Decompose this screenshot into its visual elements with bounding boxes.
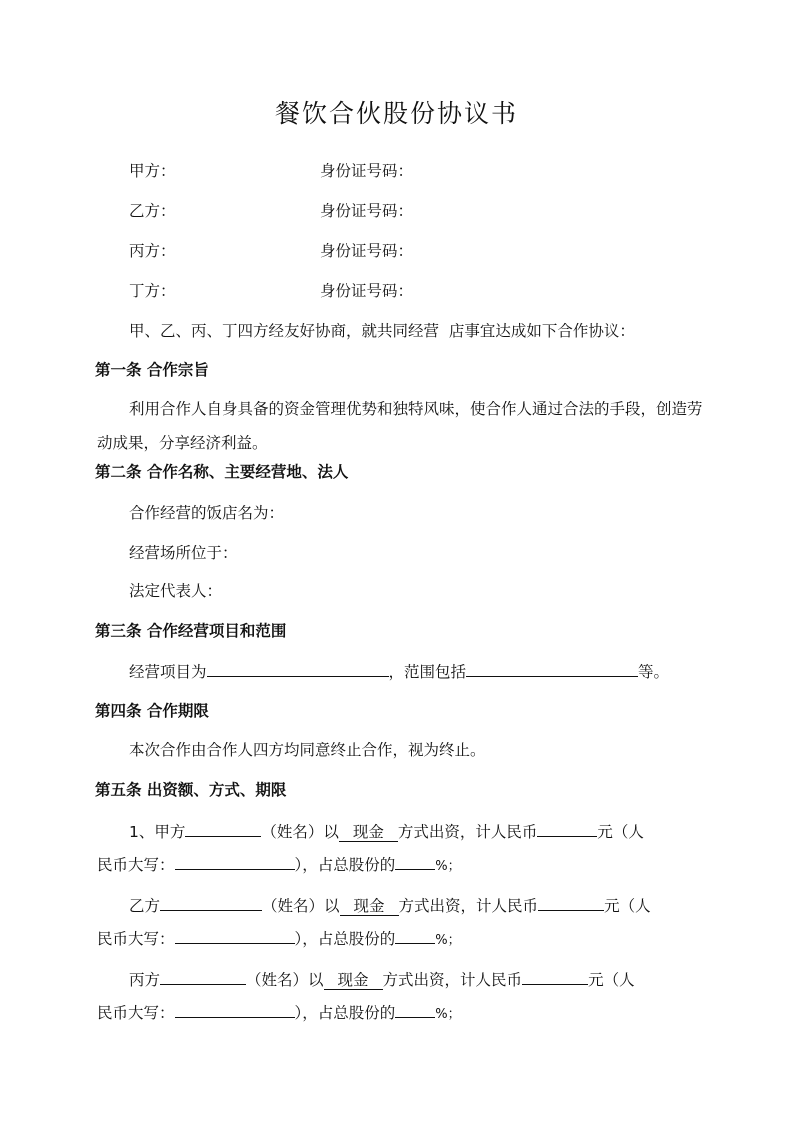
scope-label: ，范围包括: [388, 663, 467, 681]
contribution-c-capital-blank[interactable]: [175, 1001, 295, 1018]
legal-rep-line: 法定代表人：: [129, 582, 223, 600]
party-c-id-label: 身份证号码：: [320, 242, 414, 260]
article-1-body: 利用合作人自身具备的资金管理优势和独特风味，使合作人通过合法的手段，创造劳动成果，分享经济利益。: [97, 400, 703, 452]
contribution-a-pct-blank[interactable]: [395, 853, 435, 870]
contribution-a-name-blank[interactable]: [185, 820, 261, 837]
contribution-c-capital-label: 民币大写：: [97, 1004, 175, 1022]
contribution-c-share-label: ），占总股份的: [294, 1004, 396, 1022]
shop-name-line: 合作经营的饭店名为：: [129, 504, 285, 522]
contribution-c-line2: [97, 1001, 461, 1023]
contribution-b-line2: [97, 927, 461, 949]
contribution-c-pct-blank[interactable]: [395, 1001, 435, 1018]
contribution-b-pct: %；: [435, 933, 461, 948]
contribution-a-amount-blank[interactable]: [537, 820, 597, 837]
contribution-c-amount-blank[interactable]: [522, 968, 588, 985]
contribution-a-text: 方式出资，计人民币: [397, 823, 538, 841]
contribution-a-capital-label: 民币大写：: [97, 856, 175, 874]
contribution-b-unit: 元（人: [604, 897, 651, 915]
contribution-b-line1: [129, 894, 651, 916]
party-d-id-label: 身份证号码：: [320, 282, 414, 300]
contribution-c-text: 方式出资，计人民币: [382, 971, 523, 989]
contribution-b-name-blank[interactable]: [160, 894, 262, 911]
party-b-label: 乙方：: [129, 202, 176, 220]
scope-end: 等。: [638, 663, 670, 681]
contribution-a-unit: 元（人: [597, 823, 644, 841]
contribution-b-method: 现金: [340, 897, 399, 916]
article-4-heading: 第四条 合作期限: [95, 702, 209, 720]
contribution-b-capital-blank[interactable]: [175, 927, 295, 944]
contribution-c-name-note: （姓名）以: [246, 971, 324, 989]
contribution-a-capital-blank[interactable]: [175, 853, 295, 870]
article-3-heading: 第三条 合作经营项目和范围: [95, 622, 287, 640]
contribution-b-capital-label: 民币大写：: [97, 930, 175, 948]
contribution-c-unit: 元（人: [588, 971, 635, 989]
contribution-a-line2: [97, 853, 461, 875]
business-items-blank[interactable]: [207, 660, 389, 677]
party-a-id-label: 身份证号码：: [320, 162, 414, 180]
contribution-a-line1: [129, 820, 644, 842]
contribution-b-name-note: （姓名）以: [262, 897, 340, 915]
party-b-id-label: 身份证号码：: [320, 202, 414, 220]
contribution-a-method: 现金: [339, 823, 398, 842]
contribution-b-amount-blank[interactable]: [538, 894, 604, 911]
contribution-a-prefix: 1、甲方: [129, 823, 186, 841]
contribution-c-prefix: 丙方: [129, 971, 161, 989]
contribution-b-prefix: 乙方: [129, 897, 161, 915]
contribution-b-share-label: ），占总股份的: [294, 930, 396, 948]
contribution-a-pct: %；: [435, 859, 461, 874]
party-d-label: 丁方：: [129, 282, 176, 300]
business-scope-line: [129, 660, 669, 682]
contribution-c-method: 现金: [324, 971, 383, 990]
contribution-b-text: 方式出资，计人民币: [398, 897, 539, 915]
contribution-c-line1: [129, 968, 635, 990]
party-c-label: 丙方：: [129, 242, 176, 260]
scope-blank[interactable]: [466, 660, 638, 677]
party-a-label: 甲方：: [129, 162, 176, 180]
intro-paragraph: 甲、乙、丙、丁四方经友好协商，就共同经营 店事宜达成如下合作协议：: [129, 322, 635, 340]
contribution-a-name-note: （姓名）以: [261, 823, 339, 841]
premises-line: 经营场所位于：: [129, 544, 238, 562]
contribution-a-share-label: ），占总股份的: [294, 856, 396, 874]
contribution-b-pct-blank[interactable]: [395, 927, 435, 944]
article-1-heading: 第一条 合作宗旨: [95, 361, 209, 379]
article-5-heading: 第五条 出资额、方式、期限: [95, 781, 287, 799]
business-items-label: 经营项目为: [129, 663, 207, 681]
document-title: 餐饮合伙股份协议书: [274, 99, 518, 128]
article-2-heading: 第二条 合作名称、主要经营地、法人: [95, 463, 349, 481]
contribution-c-name-blank[interactable]: [160, 968, 246, 985]
contribution-c-pct: %；: [435, 1007, 461, 1022]
article-4-body: 本次合作由合作人四方均同意终止合作，视为终止。: [129, 741, 486, 759]
